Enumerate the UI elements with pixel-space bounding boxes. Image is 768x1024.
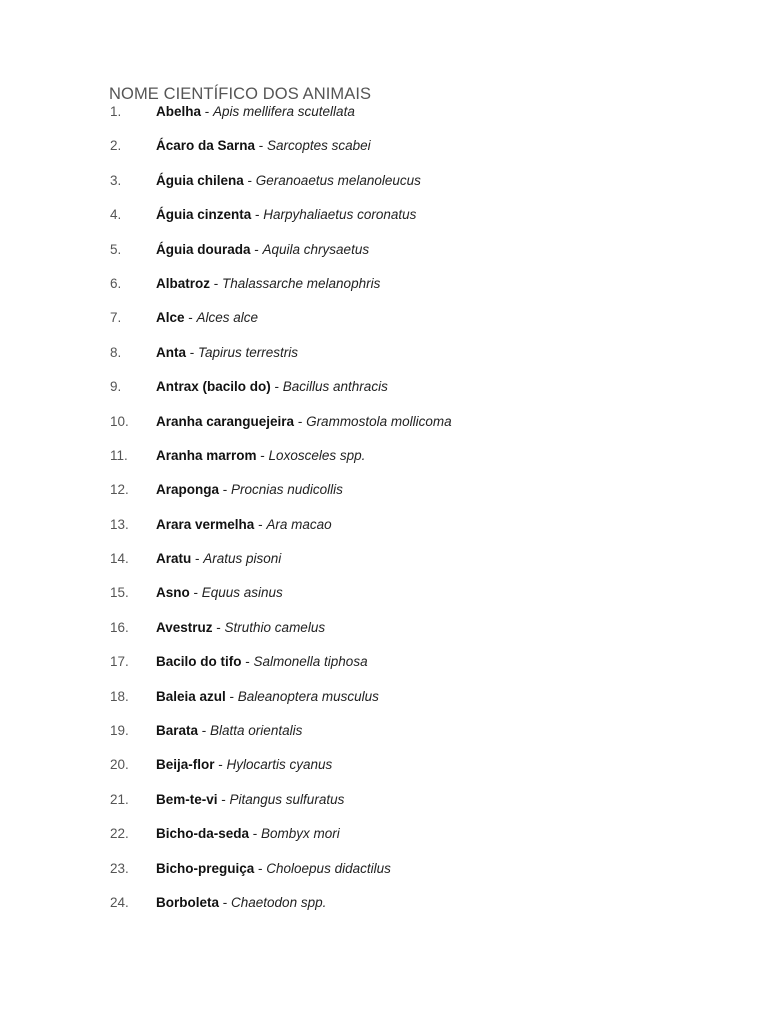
- scientific-name: Bombyx mori: [261, 826, 340, 842]
- list-item: [0, 480, 768, 514]
- item-number: 18.: [110, 688, 129, 704]
- scientific-name: Ara macao: [266, 516, 332, 532]
- name-separator: -: [294, 413, 307, 429]
- common-name: Aranha marrom: [156, 447, 257, 463]
- scientific-name: Grammostola mollicoma: [306, 413, 452, 429]
- common-name: Avestruz: [156, 619, 213, 635]
- scientific-name: Salmonella tiphosa: [253, 654, 368, 670]
- common-name: Bacilo do tifo: [156, 654, 242, 670]
- common-name: Borboleta: [156, 894, 220, 910]
- scientific-name: Apis mellifera scutellata: [213, 104, 355, 119]
- common-name: Águia cinzenta: [156, 207, 252, 223]
- name-separator: -: [241, 654, 254, 670]
- item-text: [156, 687, 379, 707]
- item-text: [156, 274, 380, 294]
- item-text: [156, 446, 365, 466]
- name-separator: -: [254, 860, 267, 876]
- list-item: [0, 687, 768, 721]
- item-text: [156, 721, 302, 741]
- item-text: [156, 205, 416, 225]
- list-item: [0, 377, 768, 411]
- name-separator: -: [210, 275, 222, 291]
- animal-list: [0, 102, 768, 927]
- list-item: [0, 755, 768, 789]
- name-separator: -: [189, 585, 202, 601]
- list-item: [0, 446, 768, 480]
- item-number: 5.: [110, 241, 122, 257]
- scientific-name: Sarcoptes scabei: [267, 138, 371, 154]
- item-number: 10.: [110, 413, 129, 429]
- item-text: [156, 790, 344, 810]
- name-separator: -: [270, 379, 283, 395]
- item-text: [156, 893, 326, 913]
- scientific-name: Baleanoptera musculus: [237, 688, 379, 704]
- scientific-name: Harpyhaliaetus coronatus: [263, 207, 417, 223]
- item-number: 22.: [110, 826, 129, 842]
- common-name: Anta: [156, 344, 186, 360]
- list-item: [0, 136, 768, 170]
- item-text: [156, 583, 283, 603]
- name-separator: -: [214, 757, 227, 773]
- common-name: Bicho-preguiça: [156, 860, 255, 876]
- item-text: [156, 102, 355, 122]
- scientific-name: Equus asinus: [201, 585, 283, 601]
- name-separator: -: [219, 894, 232, 910]
- list-item: [0, 790, 768, 824]
- list-item: [0, 102, 768, 136]
- item-number: 8.: [110, 344, 122, 360]
- item-text: [156, 618, 325, 638]
- common-name: Alce: [156, 310, 185, 326]
- list-item: [0, 549, 768, 583]
- item-text: [156, 549, 281, 569]
- scientific-name: Geranoaetus melanoleucus: [255, 172, 421, 188]
- item-number: 21.: [110, 791, 129, 807]
- item-text: [156, 308, 258, 328]
- scientific-name: Struthio camelus: [224, 619, 326, 635]
- item-number: 9.: [110, 379, 122, 395]
- item-number: 3.: [110, 172, 122, 188]
- item-number: 24.: [110, 894, 129, 910]
- item-number: 11.: [110, 447, 128, 463]
- name-separator: -: [256, 447, 269, 463]
- scientific-name: Aquila chrysaetus: [262, 241, 370, 257]
- common-name: Aranha caranguejeira: [156, 413, 295, 429]
- common-name: Baleia azul: [156, 688, 226, 704]
- item-text: [156, 480, 343, 500]
- list-item: [0, 240, 768, 274]
- common-name: Bicho-da-seda: [156, 826, 250, 842]
- common-name: Albatroz: [156, 275, 210, 291]
- name-separator: -: [255, 138, 268, 154]
- scientific-name: Hylocartis cyanus: [226, 757, 333, 773]
- name-separator: -: [254, 516, 267, 532]
- scientific-name: Chaetodon spp.: [231, 894, 327, 910]
- scientific-name: Loxosceles spp.: [268, 447, 366, 463]
- list-item: [0, 893, 768, 927]
- common-name: Águia dourada: [156, 241, 251, 257]
- item-number: 13.: [110, 516, 129, 532]
- item-number: 2.: [110, 138, 122, 154]
- name-separator: -: [219, 482, 232, 498]
- common-name: Antrax (bacilo do): [156, 379, 271, 395]
- common-name: Beija-flor: [156, 757, 215, 773]
- list-item: [0, 343, 768, 377]
- common-name: Araponga: [156, 482, 220, 498]
- name-separator: -: [184, 310, 197, 326]
- common-name: Arara vermelha: [156, 516, 255, 532]
- item-number: 14.: [110, 551, 129, 567]
- item-text: [156, 824, 340, 844]
- name-separator: -: [250, 241, 263, 257]
- scientific-name: Tapirus terrestris: [198, 344, 299, 360]
- list-item: [0, 721, 768, 755]
- scientific-name: Bacillus anthracis: [282, 379, 388, 395]
- name-separator: -: [201, 104, 214, 119]
- name-separator: -: [249, 826, 262, 842]
- item-text: [156, 412, 452, 432]
- item-number: 20.: [110, 757, 129, 773]
- name-separator: -: [225, 688, 238, 704]
- list-item: [0, 618, 768, 652]
- list-item: [0, 412, 768, 446]
- item-text: [156, 515, 332, 535]
- item-number: 23.: [110, 860, 129, 876]
- name-separator: -: [217, 791, 230, 807]
- name-separator: -: [243, 172, 256, 188]
- list-item: [0, 205, 768, 239]
- item-text: [156, 652, 368, 672]
- scientific-name: Choloepus didactilus: [266, 860, 391, 876]
- list-item: [0, 274, 768, 308]
- item-number: 12.: [110, 482, 129, 498]
- common-name: Abelha: [156, 104, 202, 119]
- common-name: Aratu: [156, 551, 192, 567]
- list-item: [0, 515, 768, 549]
- common-name: Barata: [156, 723, 199, 739]
- scientific-name: Thalassarche melanophris: [222, 275, 381, 291]
- common-name: Bem-te-vi: [156, 791, 218, 807]
- list-item: [0, 171, 768, 205]
- item-number: 19.: [110, 723, 129, 739]
- item-number: 6.: [110, 275, 122, 291]
- item-text: [156, 755, 332, 775]
- scientific-name: Aratus pisoni: [203, 551, 282, 567]
- item-number: 16.: [110, 619, 129, 635]
- item-text: [156, 171, 421, 191]
- list-item: [0, 824, 768, 858]
- common-name: Ácaro da Sarna: [156, 138, 256, 154]
- item-number: 1.: [110, 104, 122, 119]
- item-number: 7.: [110, 310, 122, 326]
- name-separator: -: [191, 551, 204, 567]
- scientific-name: Pitangus sulfuratus: [229, 791, 345, 807]
- scientific-name: Blatta orientalis: [210, 723, 303, 739]
- item-text: [156, 240, 369, 260]
- scientific-name: Alces alce: [196, 310, 259, 326]
- item-text: [156, 136, 371, 156]
- list-item: [0, 308, 768, 342]
- list-item: [0, 583, 768, 617]
- name-separator: -: [198, 723, 211, 739]
- name-separator: -: [251, 207, 264, 223]
- item-text: [156, 343, 298, 363]
- item-number: 17.: [110, 654, 129, 670]
- scientific-name: Procnias nudicollis: [231, 482, 343, 498]
- common-name: Asno: [156, 585, 190, 601]
- common-name: Águia chilena: [156, 172, 244, 188]
- list-item: [0, 652, 768, 686]
- document-title: NOME CIENTÍFICO DOS ANIMAIS: [109, 85, 372, 103]
- list-item: [0, 859, 768, 893]
- item-number: 15.: [110, 585, 129, 601]
- item-text: [156, 377, 388, 397]
- item-text: [156, 859, 391, 879]
- name-separator: -: [212, 619, 225, 635]
- name-separator: -: [186, 344, 198, 360]
- item-number: 4.: [110, 207, 122, 223]
